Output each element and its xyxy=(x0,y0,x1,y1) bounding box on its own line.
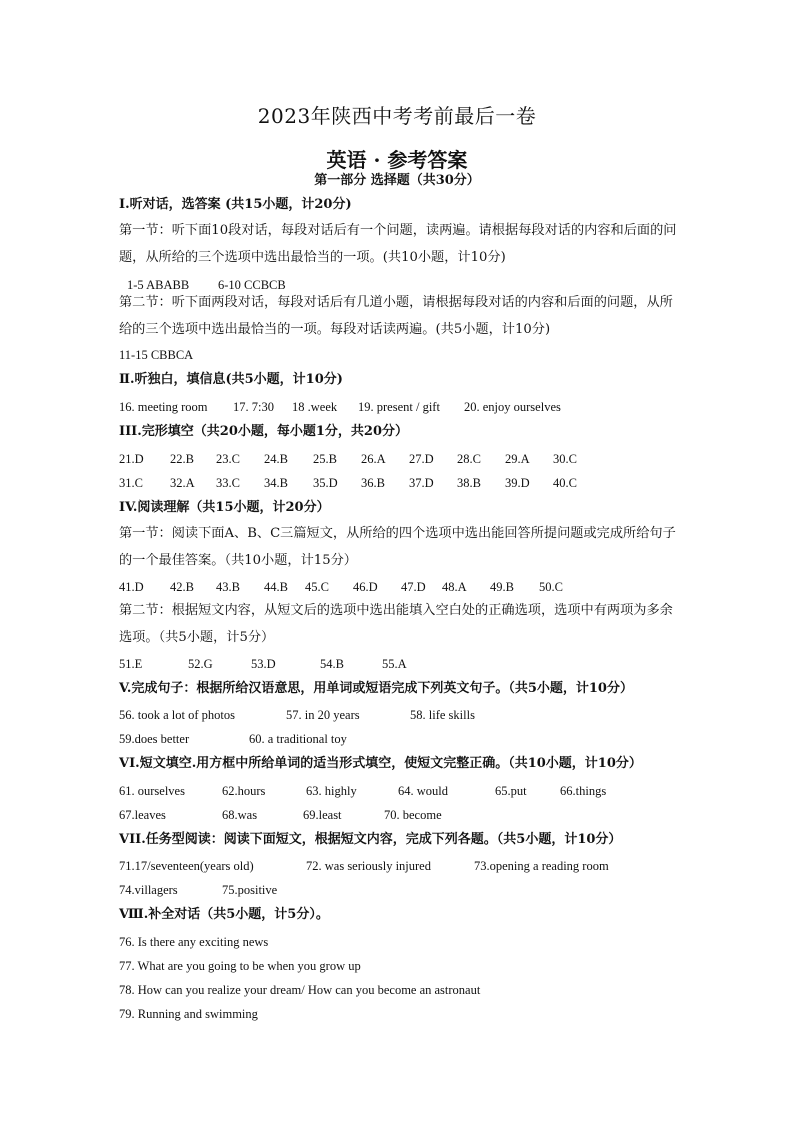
answer-cell: 42.B xyxy=(170,580,194,594)
answer-cell: 62.hours xyxy=(222,784,266,798)
answer-72: 72. was seriously injured xyxy=(306,859,431,873)
answer-cell: 47.D xyxy=(401,580,426,594)
answer-cell: 55.A xyxy=(382,657,407,671)
answer-cell: 39.D xyxy=(505,476,530,490)
answer-58: 58. life skills xyxy=(410,708,475,722)
answer-cell: 41.D xyxy=(119,580,144,594)
answer-73: 73.opening a reading room xyxy=(474,859,609,873)
section-3-heading: III.完形填空（共20小题，每小题1分，共20分） xyxy=(119,424,408,439)
answer-79: 79. Running and swimming xyxy=(119,1007,258,1021)
answer-11-15: 11-15 CBBCA xyxy=(119,348,194,362)
answer-cell: 63. highly xyxy=(306,784,357,798)
answer-cell: 40.C xyxy=(553,476,577,490)
answer-cell: 51.E xyxy=(119,657,143,671)
answer-56: 56. took a lot of photos xyxy=(119,708,235,722)
answer-cell: 52.G xyxy=(188,657,213,671)
answer-cell: 28.C xyxy=(457,452,481,466)
answer-cell: 32.A xyxy=(170,476,195,490)
answer-cell: 25.B xyxy=(313,452,337,466)
section-4-heading: IV.阅读理解（共15小题，计20分） xyxy=(119,500,330,515)
section-1-instruction-1: 第一节：听下面10段对话，每段对话后有一个问题，读两遍。请根据每段对话的内容和后面的问题，从所给的三个选项中选出最恰当的一项。(共10小题，计10分) xyxy=(119,223,677,265)
answer-cell: 65.put xyxy=(495,784,527,798)
answer-20: 20. enjoy ourselves xyxy=(464,400,561,414)
answer-1-5: 1-5 ABABB xyxy=(127,278,190,292)
answer-cell: 24.B xyxy=(264,452,288,466)
answer-cell: 53.D xyxy=(251,657,276,671)
answer-cell: 49.B xyxy=(490,580,514,594)
answer-60: 60. a traditional toy xyxy=(249,732,347,746)
answer-18: 18 .week xyxy=(292,400,338,414)
answer-19: 19. present / gift xyxy=(358,400,440,414)
section-1-heading: Ⅰ.听对话，选答案 (共15小题，计20分) xyxy=(119,197,352,212)
answer-cell: 30.C xyxy=(553,452,577,466)
answer-cell: 29.A xyxy=(505,452,530,466)
answer-76: 76. Is there any exciting news xyxy=(119,935,269,949)
answer-cell: 27.D xyxy=(409,452,434,466)
answer-cell: 23.C xyxy=(216,452,240,466)
part-heading: 第一部分 选择题（共30分） xyxy=(314,173,480,188)
answer-cell: 64. would xyxy=(398,784,448,798)
page-title: 2023年陕西中考考前最后一卷 xyxy=(257,104,537,128)
answer-16: 16. meeting room xyxy=(119,400,208,414)
answer-74: 74.villagers xyxy=(119,883,178,897)
answer-cell: 31.C xyxy=(119,476,143,490)
section-4-instruction-1: 第一节：阅读下面A、B、C三篇短文，从所给的四个选项中选出能回答所提问题或完成所给句子的一个最佳答案。（共10小题，计15分） xyxy=(119,526,676,568)
answer-cell: 33.C xyxy=(216,476,240,490)
answer-cell: 68.was xyxy=(222,808,258,822)
section-5-heading: V.完成句子：根据所给汉语意思，用单词或短语完成下列英文句子。（共5小题，计10分） xyxy=(119,681,633,696)
section-6-heading: VI.短文填空.用方框中所给单词的适当形式填空，使短文完整正确。（共10小题，计10分） xyxy=(119,756,642,771)
section-7-heading: VII.任务型阅读：阅读下面短文，根据短文内容，完成下列各题。（共5小题，计10分） xyxy=(119,832,622,847)
answer-cell: 70. become xyxy=(384,808,442,822)
answer-cell: 26.A xyxy=(361,452,386,466)
answer-cell: 22.B xyxy=(170,452,194,466)
answer-cell: 46.D xyxy=(353,580,378,594)
answer-cell: 35.D xyxy=(313,476,338,490)
answer-cell: 66.things xyxy=(560,784,607,798)
answer-75: 75.positive xyxy=(222,883,278,897)
answer-78: 78. How can you realize your dream/ How can you become an astronaut xyxy=(119,983,481,997)
answer-17: 17. 7:30 xyxy=(233,400,274,414)
answer-cell: 38.B xyxy=(457,476,481,490)
answer-cell: 67.leaves xyxy=(119,808,166,822)
answer-cell: 37.D xyxy=(409,476,434,490)
answer-59: 59.does better xyxy=(119,732,190,746)
answer-cell: 45.C xyxy=(305,580,329,594)
answer-77: 77. What are you going to be when you grow up xyxy=(119,959,361,973)
answer-cell: 44.B xyxy=(264,580,288,594)
answer-71: 71.17/seventeen(years old) xyxy=(119,859,254,873)
answer-cell: 50.C xyxy=(539,580,563,594)
section-2-heading: Ⅱ.听独白，填信息(共5小题，计10分) xyxy=(119,372,343,387)
answer-cell: 34.B xyxy=(264,476,288,490)
page-subtitle: 英语 · 参考答案 xyxy=(326,148,468,172)
answer-cell: 69.least xyxy=(303,808,342,822)
answer-cell: 61. ourselves xyxy=(119,784,185,798)
answer-cell: 48.A xyxy=(442,580,467,594)
answer-57: 57. in 20 years xyxy=(286,708,360,722)
answer-cell: 36.B xyxy=(361,476,385,490)
answer-cell: 54.B xyxy=(320,657,344,671)
answer-6-10: 6-10 CCBCB xyxy=(218,278,286,292)
answer-cell: 21.D xyxy=(119,452,144,466)
section-4-instruction-2: 第二节：根据短文内容，从短文后的选项中选出能填入空白处的正确选项，选项中有两项为多余选项。（共5小题，计5分） xyxy=(119,603,673,645)
answer-cell: 43.B xyxy=(216,580,240,594)
section-1-instruction-2: 第二节：听下面两段对话，每段对话后有几道小题，请根据每段对话的内容和后面的问题，从所给的三个选项中选出最恰当的一项。每段对话读两遍。(共5小题，计10分) xyxy=(119,295,673,337)
section-8-heading: Ⅷ.补全对话（共5小题，计5分）。 xyxy=(119,907,329,922)
